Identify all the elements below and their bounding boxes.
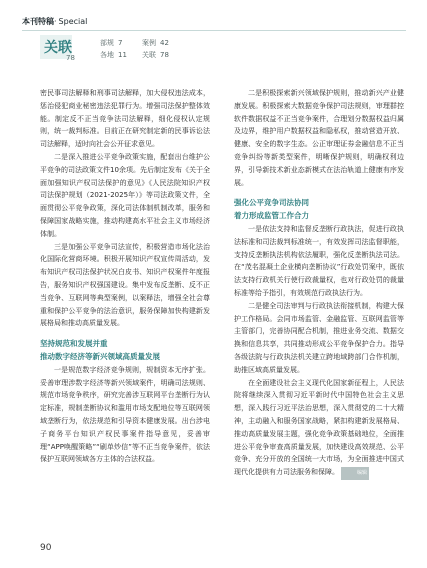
end-mark: 编辑 [341, 467, 369, 480]
section-title-en: Special [58, 17, 88, 26]
section-header [22, 16, 87, 27]
stats-col-1 [100, 37, 127, 61]
stats-col-2 [142, 37, 169, 61]
section-title: 本刊特稿 [22, 17, 54, 26]
stat-item [142, 49, 169, 61]
page-number: 90 [40, 543, 52, 553]
section-subheading: 着力形成监管工作合力 [234, 211, 309, 221]
header-rule [22, 30, 406, 31]
stat-item [100, 37, 127, 49]
stat-value: 7 [118, 39, 123, 47]
stat-label: 各地 [100, 51, 114, 59]
section-heading: 强化公平竞争司法协同 [234, 198, 309, 208]
paragraph: 密民事司法解释和刑事司法解释，加大侵权违法成本，惩治侵犯商业秘密违法犯罪行为。增强司法保护整体效能。制定反不正当竞争法司法解释，细化侵权认定规则，统一裁判标准。目前正在研究制定新的民事诉讼法司法解释，适时向社会公开征求意见。 [40, 89, 210, 149]
paragraph [234, 377, 404, 480]
paragraph: 一是依法支持和监督反垄断行政执法，促进行政执法标准和司法裁判标准统一，有效发挥司法监督职能，支持反垄断执法机构依法履职，强化反垄断执法司法。在“茂名混凝土企业横向垄断协议”行政处罚案中，既依法支持行政机关行使行政裁量权，也对行政处罚的裁量标准等给予指引，有效规范行政执法行为。 [234, 224, 404, 297]
paragraph-text: 在全面建设社会主义现代化国家新征程上，人民法院将继续深入贯彻习近平新时代中国特色社会主义思想，深入践行习近平法治思想，深入贯彻党的二十大精神，主动融入和服务国家战略，紧扣构建新发展格局、推动高质量发展主题，强化竞争政策基础地位，全面推进公平竞争审查高质量发展，加快建设高效规范、公平竞争、充分开放的全国统一大市场，为全面推进中国式现代化提供有力司法服务和保障。 [234, 378, 404, 477]
paragraph: 二是健全司法审判与行政执法衔接机制，构建大保护工作格局。会同市场监管、金融监管、互联网监管等主管部门，完善协同配合机制，推进业务交流、数据交换和信息共享，共同推动形成公平竞争保护合力。指导各级法院与行政执法机关建立跨地域跨部门合作机制，助推区域高质量发展。 [234, 301, 404, 374]
related-tag-count: 78 [66, 54, 75, 62]
stat-value: 11 [118, 51, 127, 59]
paragraph: 一是规范数字经济竞争规则，规制资本无序扩张。妥善审理涉数字经济等新兴领域案件，明确司法规则、规范市场竞争秩序，研究完善涉互联网平台垄断行为认定标准，规制垄断协议和滥用市场支配地位等互联网领域垄断行为，依法规范和引导资本健康发展。出台涉电子商务平台知识产权民事案件指导意见，妥善审理“APP唤醒策略”“刷单炒信”等不正当竞争案件，依法保护互联网领域各方主体的合法权益。 [40, 365, 210, 464]
stat-value: 42 [160, 39, 169, 47]
right-column [234, 87, 404, 480]
stat-value: 78 [160, 51, 169, 59]
paragraph: 三是加强公平竞争司法宣传，积极营造市场化法治化国际化营商环境。积极开展知识产权宣传周活动，发布知识产权司法保护状况白皮书、知识产权案件年度报告，服务知识产权强国建设。集中发布反垄断、反不正当竞争、互联网等典型案例，以案释法，增强全社会尊重和保护公平竞争的法治意识，服务保障加快构建新发展格局和推动高质量发展。 [40, 242, 210, 328]
paragraph: 二是深入推进公平竞争政策实施，配套出台维护公平竞争的司法政策文件10余项。先后制定发布《关于全面加强知识产权司法保护的意见》《人民法院知识产权司法保护规划（2021-2025年）》等司法政策文件，全面贯彻公平竞争政策，深化司法体制机制改革，服务和保障国家战略实施，推动构建高水平社会主义市场经济体制。 [40, 152, 210, 238]
stat-label: 案例 [142, 39, 156, 47]
left-column [40, 87, 210, 466]
section-heading: 坚持规范和发展并重 [40, 339, 108, 349]
stat-label: 部规 [100, 39, 114, 47]
stat-item [100, 49, 127, 61]
paragraph: 二是积极探索新兴领域保护规则，推动新兴产业健康发展。积极探索大数据竞争保护司法规则，审理群控软件数据权益不正当竞争案件，合理划分数据权益归属及边界，维护用户数据权益和隐私权，推动营造开放、健康、安全的数字生态。公正审理证券金融信息不正当竞争纠纷等新类型案件，明晰保护规则，明确权利边界，引导新技术新业态新模式在法治轨道上健康有序发展。 [234, 89, 404, 187]
stat-label: 关联 [142, 51, 156, 59]
stat-item [142, 37, 169, 49]
related-tag-label: 关联 [44, 40, 72, 56]
section-subheading: 推动数字经济等新兴领域高质量发展 [40, 351, 160, 361]
section-separator: · [54, 17, 57, 26]
